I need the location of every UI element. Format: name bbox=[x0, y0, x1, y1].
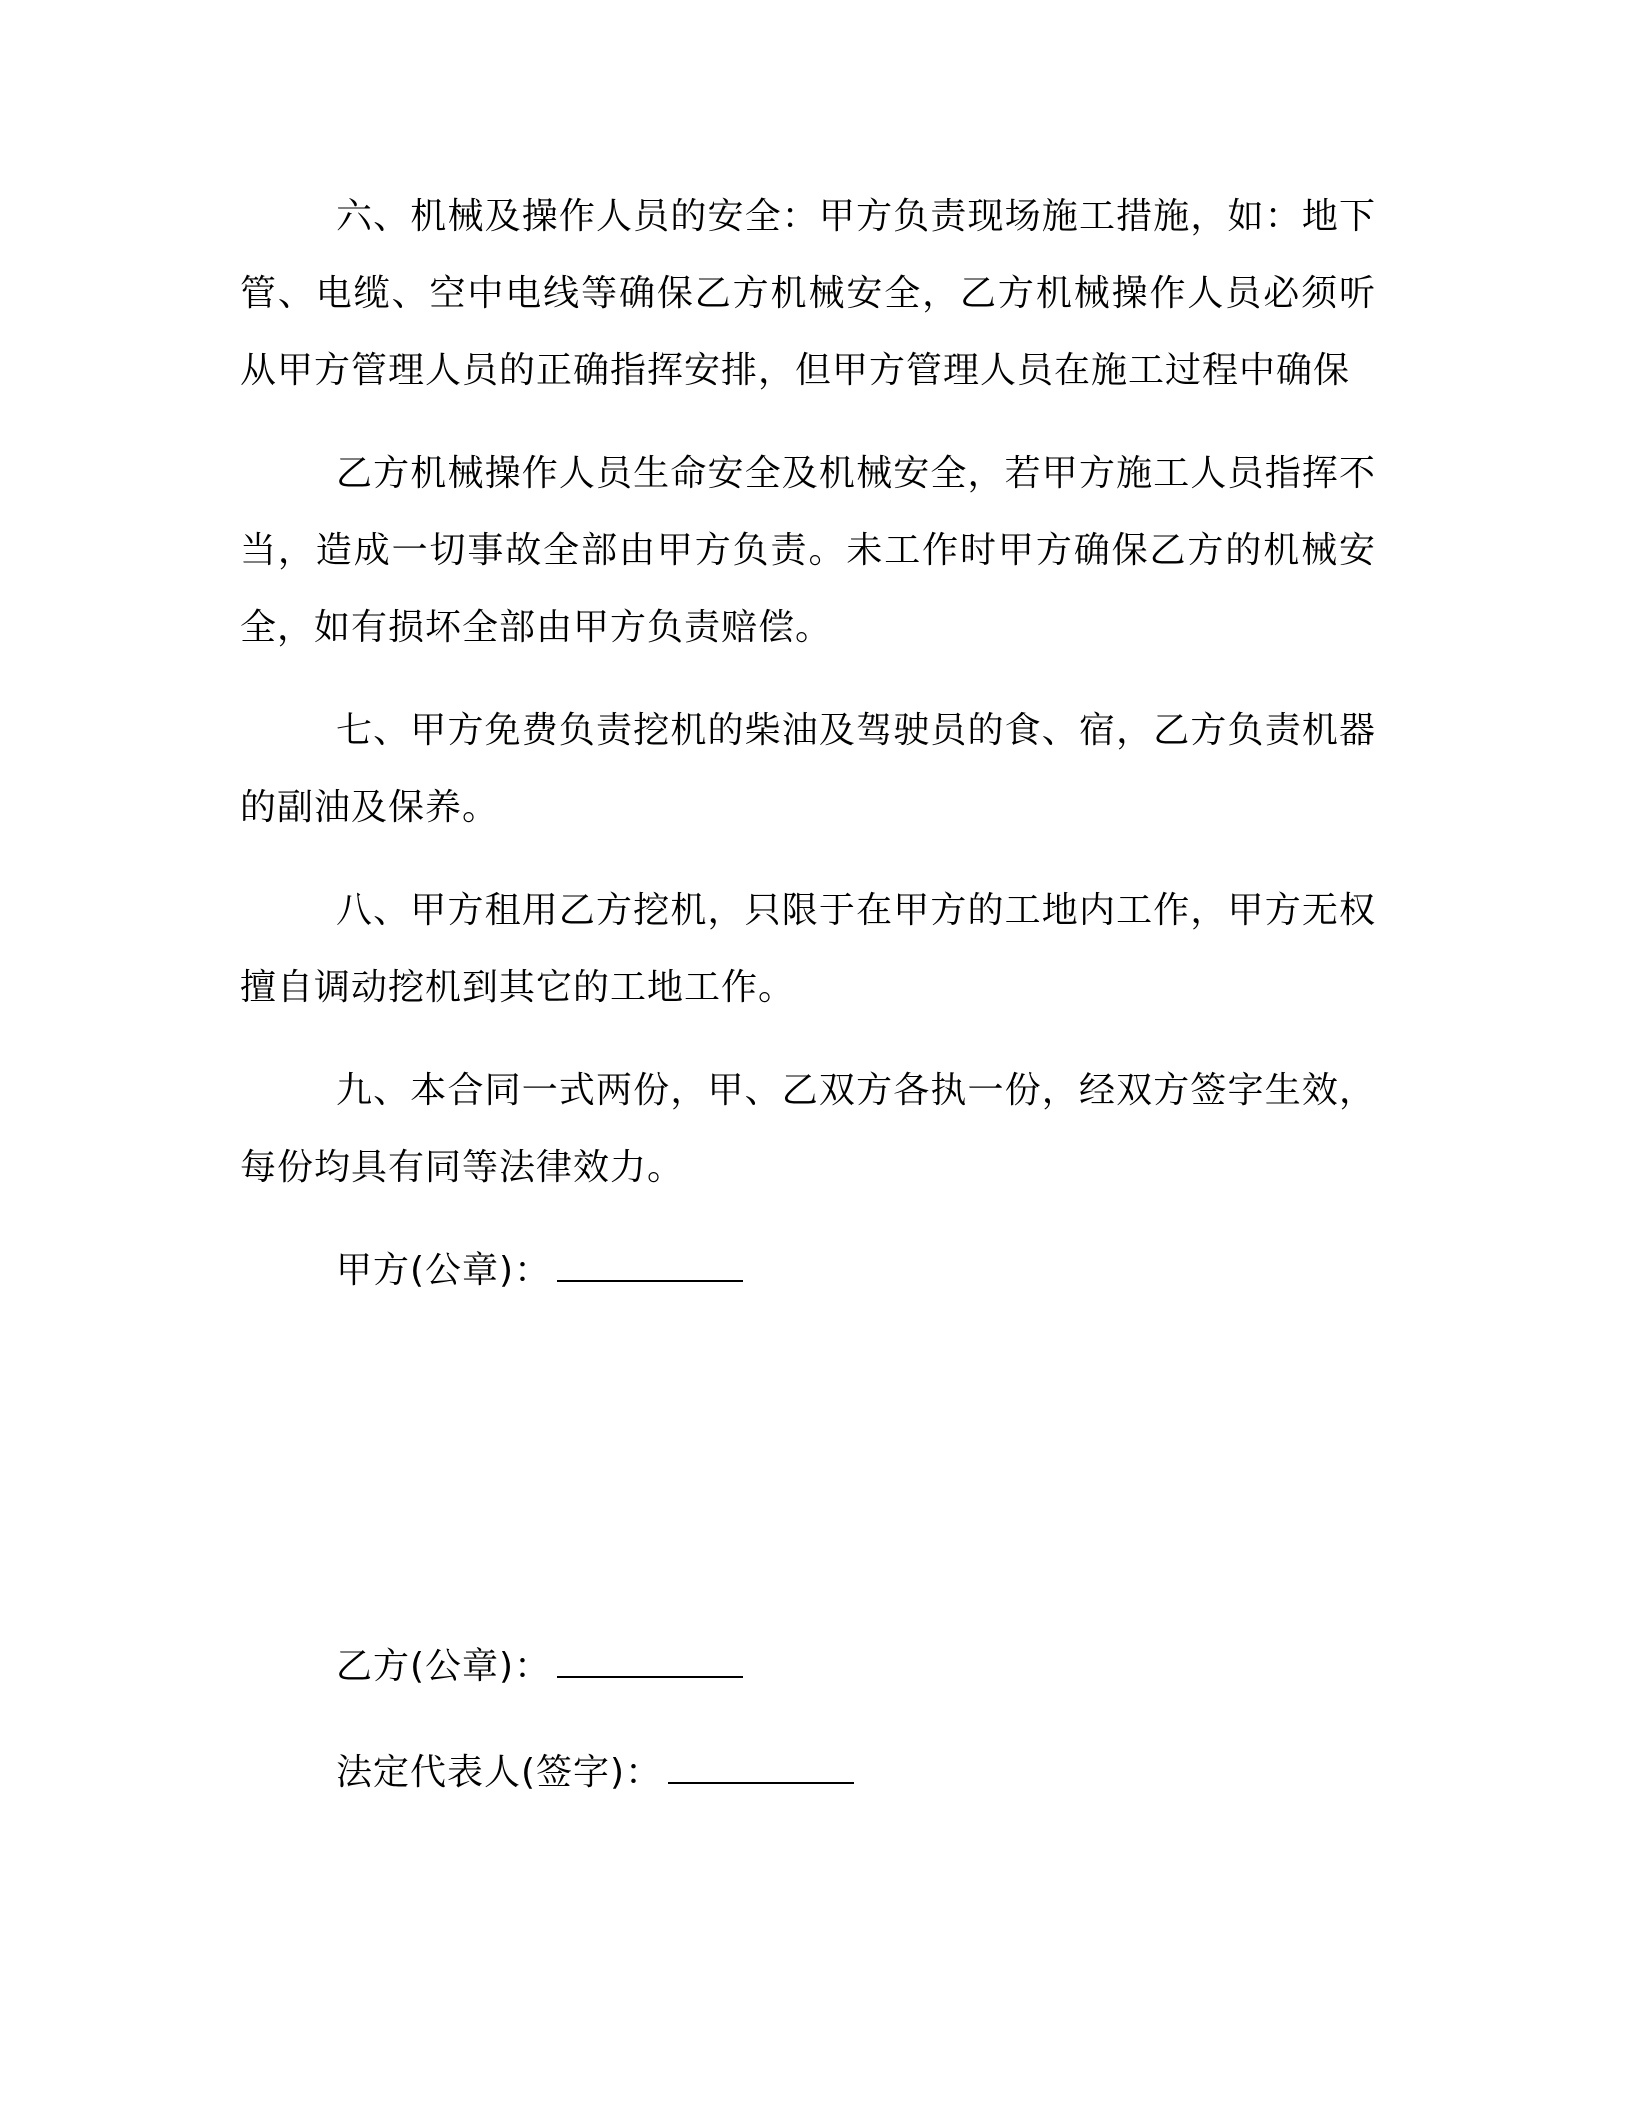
party-a-label: 甲方(公章)： bbox=[336, 1250, 552, 1291]
legal-rep-blank bbox=[668, 1752, 854, 1784]
clause-seven: 七、甲方免费负责挖机的柴油及驾驶员的食、宿，乙方负责机器的副油及保养。 bbox=[240, 710, 1376, 828]
clause-nine: 九、本合同一式两份，甲、乙双方各执一份，经双方签字生效，每份均具有同等法律效力。 bbox=[240, 1070, 1376, 1188]
party-b-label: 乙方(公章)： bbox=[336, 1646, 552, 1687]
clause-eight: 八、甲方租用乙方挖机，只限于在甲方的工地内工作，甲方无权擅自调动挖机到其它的工地工作。 bbox=[240, 890, 1376, 1008]
legal-rep-label: 法定代表人(签字)： bbox=[336, 1752, 663, 1793]
legal-rep-signature-line bbox=[336, 1734, 854, 1811]
clause-six-part2: 乙方机械操作人员生命安全及机械安全，若甲方施工人员指挥不当，造成一切事故全部由甲方负责。未工作时甲方确保乙方的机械安全，如有损坏全部由甲方负责赔偿。 bbox=[240, 453, 1376, 648]
party-b-blank bbox=[557, 1646, 743, 1678]
party-a-signature-line bbox=[336, 1232, 743, 1309]
party-a-blank bbox=[557, 1250, 743, 1282]
party-b-signature-line bbox=[336, 1628, 743, 1705]
clause-six-part1: 六、机械及操作人员的安全：甲方负责现场施工措施，如：地下管、电缆、空中电线等确保乙方机械安全，乙方机械操作人员必须听从甲方管理人员的正确指挥安排，但甲方管理人员在施工过程中确保 bbox=[240, 196, 1376, 391]
